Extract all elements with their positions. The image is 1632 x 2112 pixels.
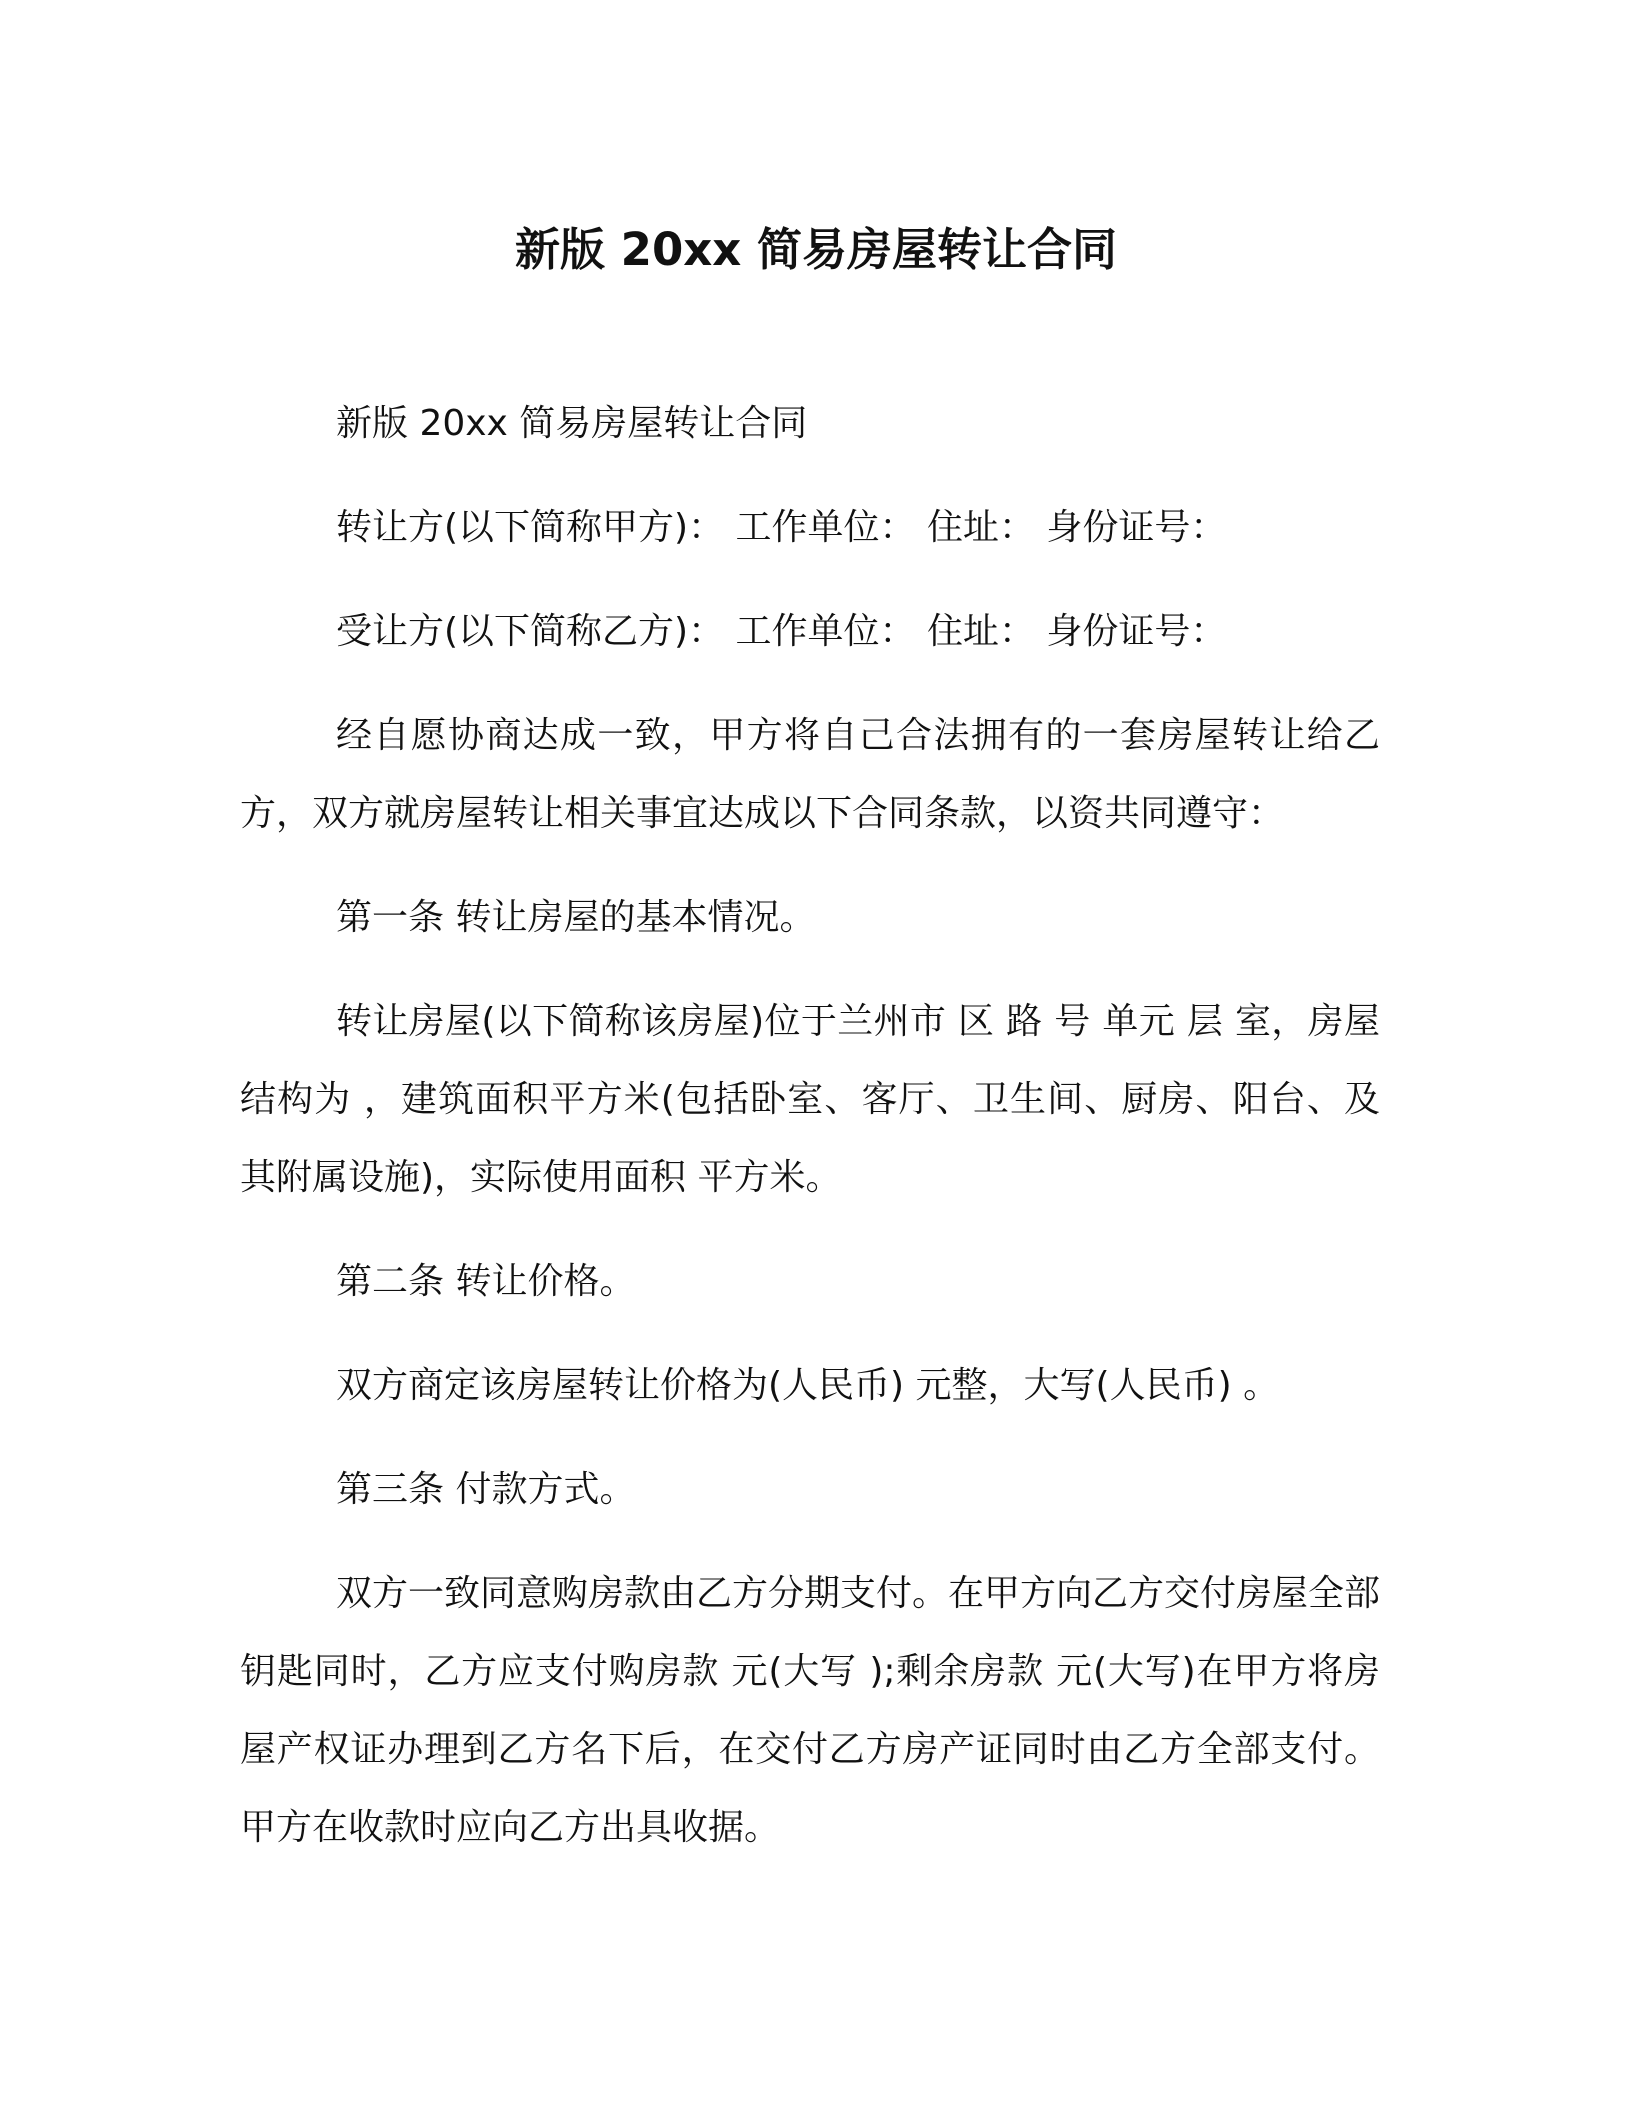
paragraph-article-3-heading: 第三条 付款方式。 xyxy=(336,1469,636,1510)
paragraph-article-1-body: 转让房屋(以下简称该房屋)位于兰州市 区 路 号 单元 层 室，房屋结构为 ，建筑面积平方米(包括卧室、客厅、卫生间、厨房、阳台、及其附属设施)，实际使用面积 平方米。 xyxy=(240,1001,1380,1198)
paragraph-article-1-heading: 第一条 转让房屋的基本情况。 xyxy=(336,897,816,938)
document-body xyxy=(240,385,1380,1893)
paragraph-article-3-body: 双方一致同意购房款由乙方分期支付。在甲方向乙方交付房屋全部钥匙同时，乙方应支付购房款 元(大写 );剩余房款 元(大写)在甲方将房屋产权证办理到乙方名下后，在交付乙方房产证同时由乙方全部支付。甲方在收款时应向乙方出具收据。 xyxy=(240,1573,1381,1848)
paragraph-transferee: 受让方(以下简称乙方)： 工作单位： 住址： 身份证号： xyxy=(336,611,1227,652)
document-title: 新版 20xx 简易房屋转让合同 xyxy=(514,223,1117,276)
paragraph-preamble: 经自愿协商达成一致，甲方将自己合法拥有的一套房屋转让给乙方，双方就房屋转让相关事宜达成以下合同条款，以资共同遵守： xyxy=(240,715,1380,834)
paragraph-transferor: 转让方(以下简称甲方)： 工作单位： 住址： 身份证号： xyxy=(336,507,1227,548)
paragraph-article-2-heading: 第二条 转让价格。 xyxy=(336,1261,636,1302)
paragraph-article-2-body: 双方商定该房屋转让价格为(人民币) 元整，大写(人民币) 。 xyxy=(336,1365,1280,1406)
paragraph-subtitle: 新版 20xx 简易房屋转让合同 xyxy=(336,403,808,444)
